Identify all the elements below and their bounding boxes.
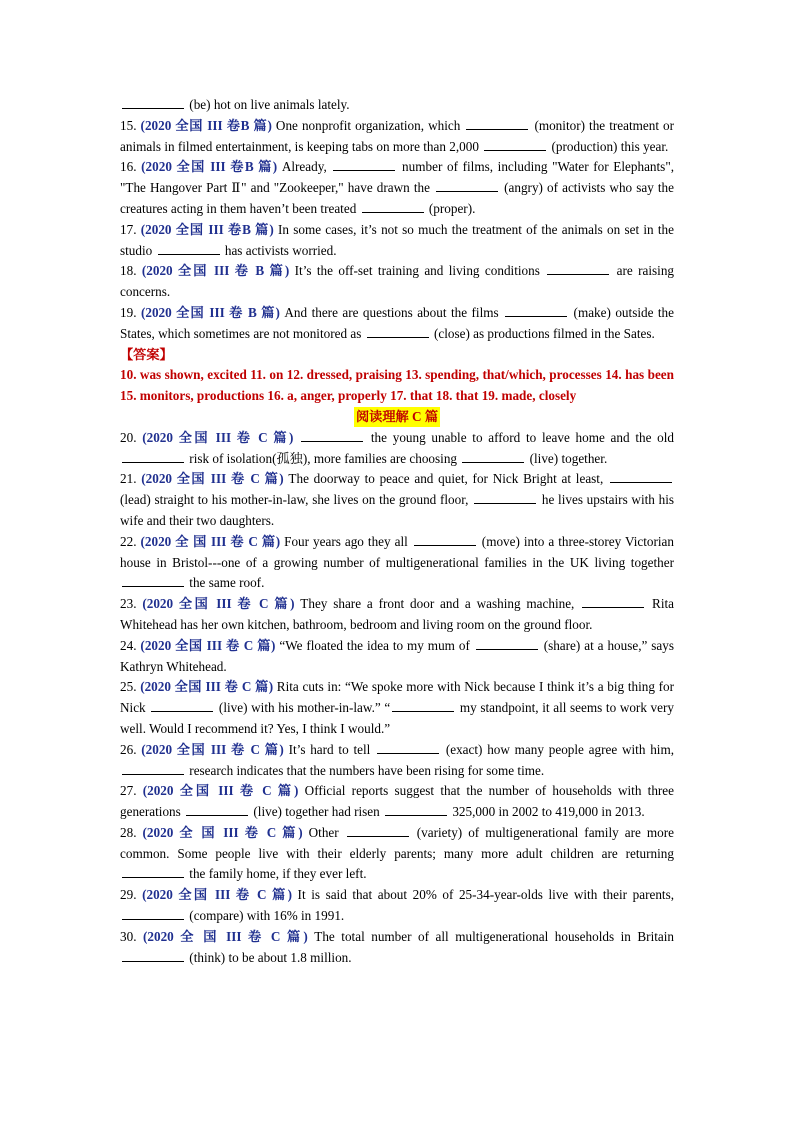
question-text: (live) together had risen xyxy=(250,804,384,820)
question-text: “We floated the idea to my mum of xyxy=(275,637,474,653)
question-text: risk of isolation(孤独), more families are choosing xyxy=(186,450,461,466)
question-item xyxy=(120,428,674,470)
question-item xyxy=(120,261,674,303)
answer-blank[interactable] xyxy=(466,117,528,130)
question-text: (move) into a three-storey Victorian house in Bristol---one of a growing number of multigenerational families in the UK living together xyxy=(120,533,674,570)
question-number: 22. xyxy=(120,533,141,549)
answer-blank[interactable] xyxy=(377,741,439,754)
question-text: (live) with his mother-in-law.” “ xyxy=(215,700,391,716)
question-text: the same roof. xyxy=(186,575,265,591)
question-text: It is said that about 20% of 25-34-year-olds live with their parents, xyxy=(291,887,675,903)
answer-label: 【答案】 xyxy=(120,346,173,362)
answer-blank[interactable] xyxy=(122,450,184,463)
question-text: 325,000 in 2002 to 419,000 in 2013. xyxy=(449,804,645,820)
question-text: (exact) how many people agree with him, xyxy=(441,741,675,757)
answer-blank[interactable] xyxy=(122,949,184,962)
question-list-b xyxy=(120,95,674,345)
question-source: (2020 全国 III 卷 C 篇) xyxy=(141,471,284,487)
question-text: the family home, if they ever left. xyxy=(186,866,367,882)
question-item xyxy=(120,677,674,739)
question-text: It’s hard to tell xyxy=(283,741,376,757)
question-text: the young unable to afford to leave home and the old xyxy=(365,429,675,445)
question-number: 30. xyxy=(120,928,143,944)
question-item xyxy=(120,885,674,927)
question-item xyxy=(120,469,674,531)
answer-blank[interactable] xyxy=(392,699,454,712)
question-source: (2020 全国 III 卷B 篇) xyxy=(140,117,272,133)
question-item xyxy=(120,636,674,678)
document-content xyxy=(120,95,674,968)
question-source: (2020 全国 III 卷 C 篇) xyxy=(142,429,294,445)
question-text: (compare) with 16% in 1991. xyxy=(186,908,345,924)
question-text: (angry) of activists who say the creatures acting in them haven’t been treated xyxy=(120,180,675,216)
question-source: (2020 全国 III 卷 C 篇) xyxy=(142,887,292,903)
question-text: are raising concerns. xyxy=(120,263,675,300)
question-item xyxy=(120,823,674,885)
section-title: 阅读理解 C 篇 xyxy=(354,407,440,427)
question-source: (2020 全国 III 卷 B 篇) xyxy=(141,263,290,279)
answer-blank[interactable] xyxy=(347,824,409,837)
question-item xyxy=(120,116,674,158)
question-item xyxy=(120,927,674,969)
question-text: In some cases, it’s not so much the treatment of the animals on set in the studio xyxy=(120,221,674,258)
answer-blank[interactable] xyxy=(474,491,536,504)
answer-blank[interactable] xyxy=(367,325,429,338)
answer-blank[interactable] xyxy=(301,429,363,442)
question-text: my standpoint, it all seems to work very well. Would I recommend it? Yes, I think I would.” xyxy=(120,700,674,736)
question-number: 26. xyxy=(120,741,142,757)
question-text xyxy=(293,430,299,445)
question-item xyxy=(120,594,674,636)
question-item xyxy=(120,220,674,262)
question-text: (variety) of multigenerational family are more common. Some people live with their elderly parents; many more adult children are returning xyxy=(120,824,675,861)
answer-blank[interactable] xyxy=(122,96,184,109)
question-text: research indicates that the numbers have been rising for some time. xyxy=(186,762,545,778)
question-text: (monitor) the treatment or animals in filmed entertainment, is keeping tabs on more than 2,000 xyxy=(120,117,675,154)
question-number: 15. xyxy=(120,117,141,133)
question-number: 24. xyxy=(120,637,141,653)
question-text: Already, xyxy=(277,159,332,175)
question-text: (production) this year. xyxy=(548,138,669,154)
question-source: (2020 全国 III 卷 C 篇) xyxy=(140,679,274,695)
section-title-row xyxy=(120,407,674,428)
question-text: Other xyxy=(302,824,345,840)
question-item xyxy=(120,740,674,782)
question-source: (2020 全国 III 卷 B 篇) xyxy=(140,304,280,320)
question-number: 27. xyxy=(120,783,143,799)
question-text: The total number of all multigenerational households in Britain xyxy=(307,928,675,944)
answer-blank[interactable] xyxy=(476,637,538,650)
answer-blank[interactable] xyxy=(436,179,498,192)
question-number: 17. xyxy=(120,221,141,237)
question-number: 20. xyxy=(120,429,143,445)
question-text: (live) together. xyxy=(526,450,608,466)
question-number: 16. xyxy=(120,159,142,175)
answer-blank[interactable] xyxy=(151,699,213,712)
answer-blank[interactable] xyxy=(547,262,609,275)
question-number: 21. xyxy=(120,471,142,487)
question-source: (2020 全国 III 卷 C 篇) xyxy=(142,596,295,612)
question-list-c xyxy=(120,428,674,969)
question-item xyxy=(120,532,674,594)
question-text: (be) hot on live animals lately. xyxy=(186,97,350,112)
answer-blank[interactable] xyxy=(122,574,184,587)
question-source: (2020 全 国 III 卷 C 篇) xyxy=(143,928,308,944)
answer-blank[interactable] xyxy=(385,803,447,816)
answer-blank[interactable] xyxy=(122,865,184,878)
question-text: One nonprofit organization, which xyxy=(271,117,465,133)
answer-blank[interactable] xyxy=(122,762,184,775)
answer-blank[interactable] xyxy=(122,907,184,920)
question-text: (make) outside the States, which sometimes are not monitored as xyxy=(120,304,675,341)
question-text: (share) at a house,” says Kathryn Whitehead. xyxy=(120,637,675,674)
question-text: And there are questions about the films xyxy=(279,304,504,320)
question-item xyxy=(120,781,674,823)
answer-blank[interactable] xyxy=(610,470,672,483)
question-source: (2020 全国 III 卷B 篇) xyxy=(141,159,278,175)
question-source: (2020 全国 III 卷 C 篇) xyxy=(140,637,276,653)
answer-blank[interactable] xyxy=(582,595,644,608)
question-text: (think) to be about 1.8 million. xyxy=(186,949,352,965)
question-text: he lives upstairs with his wife and their two daughters. xyxy=(120,492,675,528)
question-text: (close) as productions filmed in the Sates. xyxy=(430,325,655,341)
question-text: Official reports suggest that the number of households with three generations xyxy=(120,783,675,820)
answer-blank[interactable] xyxy=(505,304,567,317)
question-number: 23. xyxy=(120,596,143,612)
question-text: They share a front door and a washing machine, xyxy=(294,596,581,612)
question-number: 25. xyxy=(120,679,141,695)
question-source: (2020 全国 III 卷B 篇) xyxy=(140,221,274,237)
question-number: 18. xyxy=(120,263,142,279)
answer-blank[interactable] xyxy=(333,158,395,171)
answer-text: 10. was shown, excited 11. on 12. dressed, praising 13. spending, that/which, processes 14. has been 15. monitors, productions 16. a, anger, properly 17. that 18. that 19. made, closely xyxy=(120,367,674,404)
answer-blank[interactable] xyxy=(362,200,424,213)
question-item xyxy=(120,157,674,219)
question-text: Rita Whitehead has her own kitchen, bathroom, bedroom and living room on the ground floor. xyxy=(120,596,675,632)
question-source: (2020 全国 III 卷 C 篇) xyxy=(142,783,299,799)
question-text: number of films, including "Water for Elephants", "The Hangover Part Ⅱ" and "Zookeeper," have drawn the xyxy=(120,159,674,196)
answer-blank[interactable] xyxy=(158,242,220,255)
question-number: 28. xyxy=(120,824,143,840)
question-number: 19. xyxy=(120,304,141,320)
answer-blank[interactable] xyxy=(186,803,248,816)
answer-blank[interactable] xyxy=(414,533,476,546)
question-item xyxy=(120,95,674,116)
question-source: (2020 全 国 III 卷 C 篇) xyxy=(142,824,303,840)
question-item xyxy=(120,303,674,345)
answer-blank[interactable] xyxy=(462,450,524,463)
question-text: Four years ago they all xyxy=(280,533,412,549)
answer-blank[interactable] xyxy=(484,138,546,151)
question-text: Rita cuts in: “We spoke more with Nick because I think it’s a big thing for Nick xyxy=(120,679,675,716)
question-source: (2020 全国 III 卷 C 篇) xyxy=(141,741,284,757)
question-text: It’s the off-set training and living conditions xyxy=(289,263,546,279)
question-text: (lead) straight to his mother-in-law, she lives on the ground floor, xyxy=(120,492,473,508)
question-text: (proper). xyxy=(425,200,476,216)
question-source: (2020 全 国 III 卷 C 篇) xyxy=(140,533,281,549)
question-text: The doorway to peace and quiet, for Nick Bright at least, xyxy=(283,471,609,487)
question-number: 29. xyxy=(120,887,143,903)
question-text: has activists worried. xyxy=(221,242,337,258)
